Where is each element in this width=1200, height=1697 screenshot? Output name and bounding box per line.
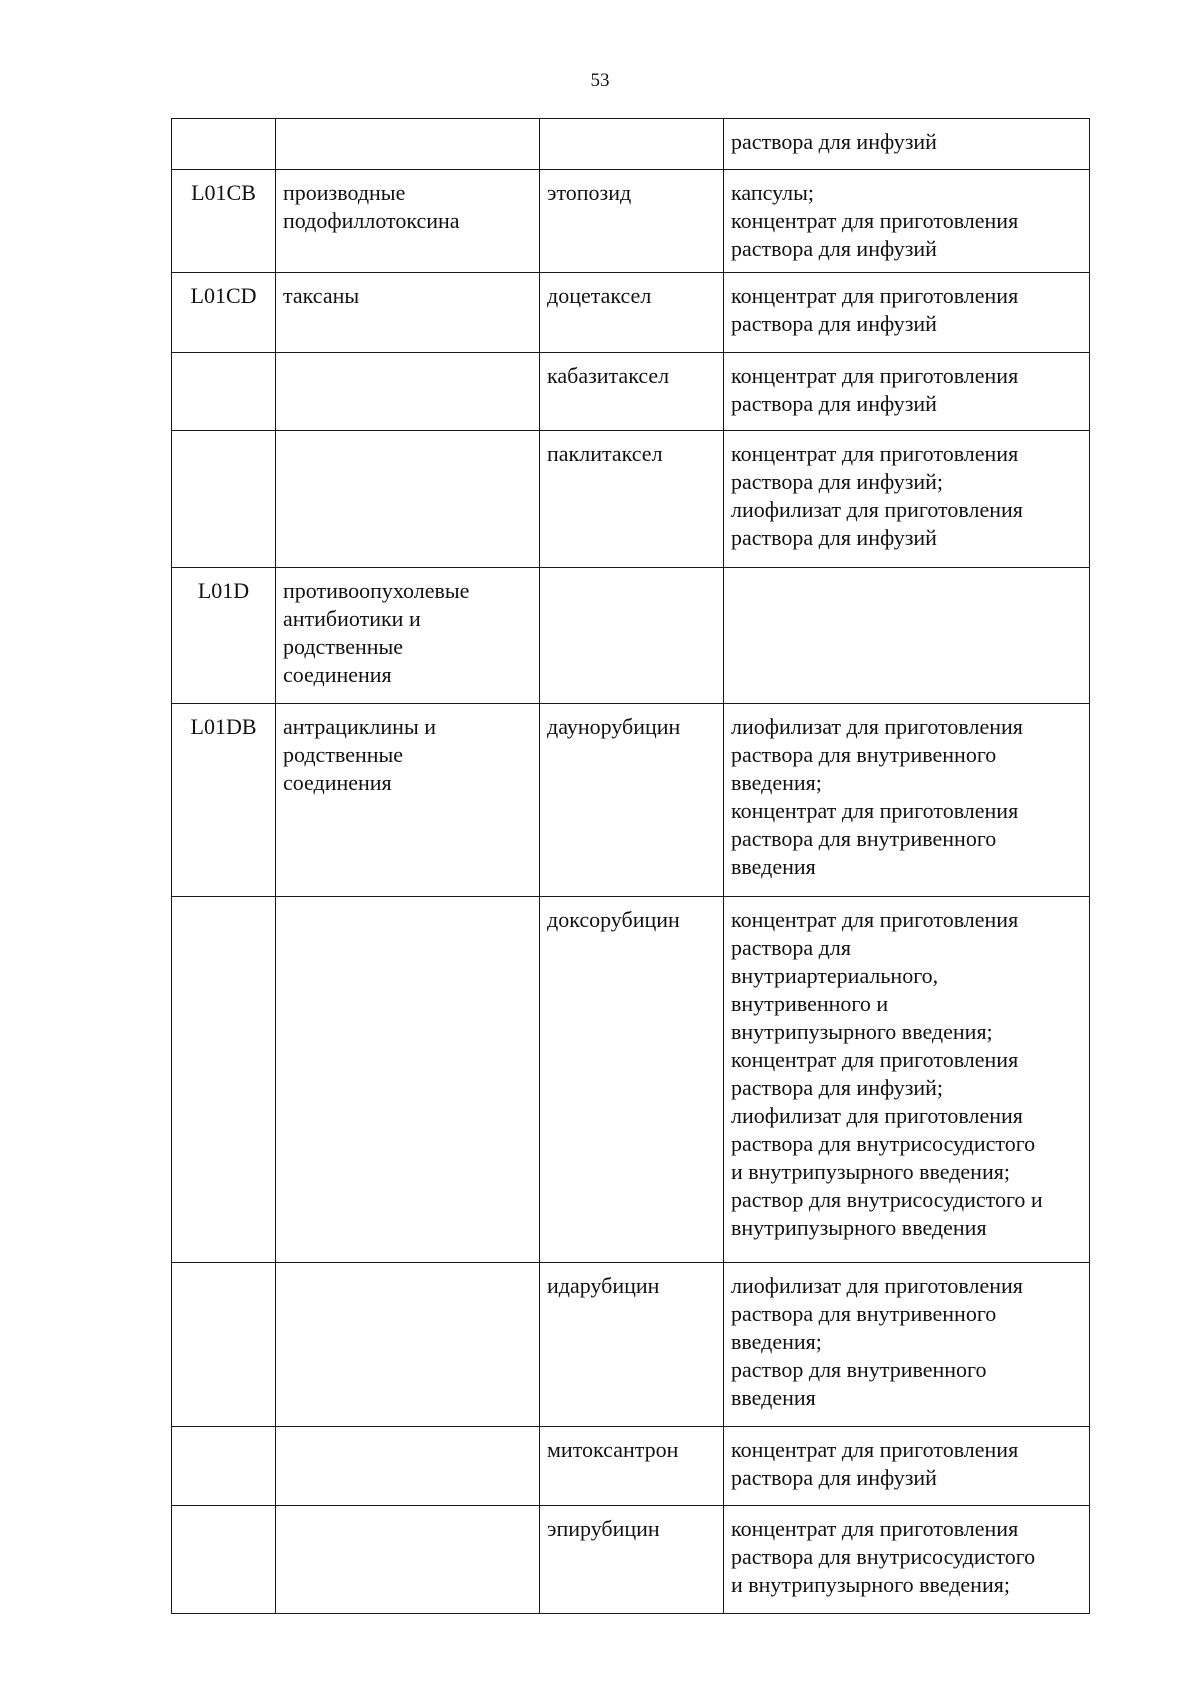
dosage-form-cell (724, 170, 1090, 273)
dosage-form-line: лиофилизат для приготовления (731, 497, 1023, 522)
table-row (172, 897, 1090, 1263)
dosage-form-cell (724, 119, 1090, 170)
drug-name-cell: этопозид (540, 170, 724, 273)
atc-code-cell: L01DB (172, 704, 276, 897)
dosage-form-line: введения; (731, 770, 822, 795)
dosage-form-line: концентрат для приготовления (731, 283, 1019, 308)
atc-code-cell (172, 897, 276, 1263)
group-line: антрациклины и (283, 714, 437, 739)
page-number: 53 (590, 70, 610, 91)
dosage-form-line: раствора для инфузий (731, 391, 937, 416)
dosage-form-line: внутриартериального, (731, 963, 939, 988)
drug-name-cell: идарубицин (540, 1263, 724, 1427)
drug-name-cell: кабазитаксел (540, 353, 724, 431)
dosage-form-line: раствора для инфузий (731, 129, 937, 154)
group-line: антибиотики и (283, 606, 421, 631)
dosage-form-line: раствора для инфузий; (731, 1075, 944, 1100)
atc-code-cell (172, 1263, 276, 1427)
anatomical-therapeutic-group-cell (276, 1427, 540, 1506)
drug-name-cell: митоксантрон (540, 1427, 724, 1506)
table-body (172, 119, 1090, 1614)
anatomical-therapeutic-group-cell (276, 897, 540, 1263)
atc-code-cell (172, 431, 276, 568)
dosage-form-line: раствор для внутривенного (731, 1357, 987, 1382)
table-row (172, 431, 1090, 568)
dosage-form-cell (724, 897, 1090, 1263)
anatomical-therapeutic-group-cell (276, 1506, 540, 1614)
dosage-form-line: лиофилизат для приготовления (731, 1273, 1023, 1298)
dosage-form-cell (724, 273, 1090, 353)
dosage-form-line: и внутрипузырного введения; (731, 1159, 1010, 1184)
table-row (172, 704, 1090, 897)
dosage-form-line: концентрат для приготовления (731, 1516, 1019, 1541)
anatomical-therapeutic-group-cell (276, 568, 540, 704)
dosage-form-line: раствора для (731, 935, 851, 960)
group-line: таксаны (283, 283, 360, 308)
dosage-form-line: концентрат для приготовления (731, 798, 1019, 823)
table-row (172, 119, 1090, 170)
atc-code-cell (172, 1506, 276, 1614)
table-row (172, 1263, 1090, 1427)
drug-table (171, 118, 1090, 1614)
group-line: соединения (283, 662, 392, 687)
dosage-form-cell (724, 1506, 1090, 1614)
dosage-form-line: введения (731, 1385, 816, 1410)
atc-code-cell (172, 119, 276, 170)
dosage-form-line: капсулы; (731, 180, 814, 205)
dosage-form-cell (724, 1263, 1090, 1427)
drug-name-cell (540, 119, 724, 170)
dosage-form-line: и внутрипузырного введения; (731, 1572, 1010, 1597)
dosage-form-line: раствора для инфузий (731, 311, 937, 336)
atc-code-cell: L01D (172, 568, 276, 704)
dosage-form-line: раствор для внутрисосудистого и (731, 1187, 1043, 1212)
dosage-form-line: раствора для инфузий (731, 236, 937, 261)
anatomical-therapeutic-group-cell (276, 1263, 540, 1427)
dosage-form-line: концентрат для приготовления (731, 441, 1019, 466)
drug-name-cell: даунорубицин (540, 704, 724, 897)
table-row (172, 1427, 1090, 1506)
dosage-form-cell (724, 431, 1090, 568)
dosage-form-line: концентрат для приготовления (731, 363, 1019, 388)
dosage-form-line: концентрат для приготовления (731, 907, 1019, 932)
table-row (172, 568, 1090, 704)
table-row (172, 273, 1090, 353)
atc-code-cell: L01CD (172, 273, 276, 353)
dosage-form-line: раствора для внутривенного (731, 1301, 997, 1326)
drug-name-cell: эпирубицин (540, 1506, 724, 1614)
dosage-form-line: концентрат для приготовления (731, 1047, 1019, 1072)
dosage-form-line: раствора для внутривенного (731, 742, 997, 767)
dosage-form-line: раствора для внутривенного (731, 826, 997, 851)
anatomical-therapeutic-group-cell (276, 273, 540, 353)
dosage-form-line: лиофилизат для приготовления (731, 714, 1023, 739)
atc-code-cell (172, 353, 276, 431)
group-line: родственные (283, 634, 404, 659)
drug-name-cell (540, 568, 724, 704)
anatomical-therapeutic-group-cell (276, 431, 540, 568)
table-row (172, 1506, 1090, 1614)
drug-name-cell: доцетаксел (540, 273, 724, 353)
group-line: родственные (283, 742, 404, 767)
dosage-form-line: раствора для инфузий; (731, 469, 944, 494)
dosage-form-line: введения (731, 854, 816, 879)
anatomical-therapeutic-group-cell (276, 119, 540, 170)
drug-name-cell: доксорубицин (540, 897, 724, 1263)
dosage-form-cell (724, 704, 1090, 897)
dosage-form-line: концентрат для приготовления (731, 208, 1019, 233)
anatomical-therapeutic-group-cell (276, 170, 540, 273)
dosage-form-line: раствора для инфузий (731, 1465, 937, 1490)
dosage-form-line: раствора для внутрисосудистого (731, 1131, 1036, 1156)
group-line: подофиллотоксина (283, 208, 460, 233)
anatomical-therapeutic-group-cell (276, 704, 540, 897)
table-row (172, 170, 1090, 273)
dosage-form-line: концентрат для приготовления (731, 1437, 1019, 1462)
atc-code-cell (172, 1427, 276, 1506)
dosage-form-line: внутривенного и (731, 991, 889, 1016)
dosage-form-line: лиофилизат для приготовления (731, 1103, 1023, 1128)
dosage-form-line: раствора для инфузий (731, 525, 937, 550)
anatomical-therapeutic-group-cell (276, 353, 540, 431)
dosage-form-line: внутрипузырного введения; (731, 1019, 993, 1044)
dosage-form-cell (724, 1427, 1090, 1506)
group-line: соединения (283, 770, 392, 795)
dosage-form-line: раствора для внутрисосудистого (731, 1544, 1036, 1569)
group-line: противоопухолевые (283, 578, 470, 603)
drug-name-cell: паклитаксел (540, 431, 724, 568)
table-row (172, 353, 1090, 431)
dosage-form-cell (724, 353, 1090, 431)
dosage-form-line: введения; (731, 1329, 822, 1354)
group-line: производные (283, 180, 406, 205)
dosage-form-line: внутрипузырного введения (731, 1215, 987, 1240)
dosage-form-cell (724, 568, 1090, 704)
atc-code-cell: L01CB (172, 170, 276, 273)
